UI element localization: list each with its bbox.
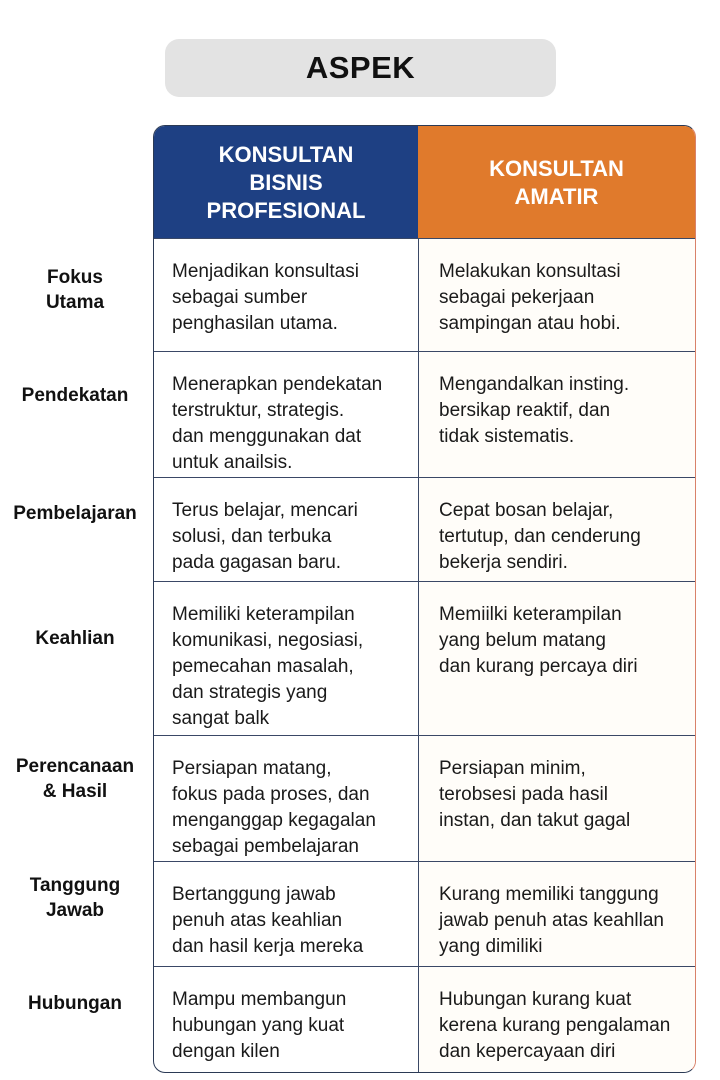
professional-cell: Terus belajar, mencari solusi, dan terbuka pada gagasan baru.: [172, 500, 358, 573]
amateur-cell: Kurang memiliki tanggung jawab penuh atas keahllan yang dimiliki: [418, 862, 695, 967]
table-row: [154, 238, 695, 352]
amateur-cell: Hubungan kurang kuat kerena kurang pengalaman dan kepercayaan diri: [418, 967, 695, 1073]
professional-cell: Menerapkan pendekatan terstruktur, strategis. dan menggunakan dat untuk anailsis.: [172, 374, 383, 473]
professional-cell: Bertanggung jawab penuh atas keahlian dan hasil kerja mereka: [172, 884, 364, 957]
header-amateur: KONSULTAN AMATIR: [418, 126, 695, 239]
amateur-cell: Cepat bosan belajar, tertutup, dan cenderung bekerja sendiri.: [418, 478, 695, 582]
aspect-label: Fokus Utama: [45, 266, 105, 313]
aspect-label: Pembelajaran: [13, 502, 137, 524]
aspect-label: Pendekatan: [21, 384, 129, 406]
amateur-cell: Memiilki keterampilan yang belum matang dan kurang percaya diri: [418, 582, 695, 736]
comparison-table: [153, 125, 696, 1073]
table-row: [154, 581, 695, 736]
table-row: [154, 477, 695, 582]
amateur-cell: Melakukan konsultasi sebagai pekerjaan sampingan atau hobi.: [418, 239, 695, 352]
table-row: [154, 351, 695, 478]
table-row: [154, 861, 695, 967]
professional-cell: Persiapan matang, fokus pada proses, dan menganggap kegagalan sebagai pembelajaran: [172, 758, 376, 857]
professional-cell: Mampu membangun hubungan yang kuat dengan kilen: [172, 989, 347, 1062]
table-row: [154, 735, 695, 862]
amateur-cell: Mengandalkan insting. bersikap reaktif, dan tidak sistematis.: [418, 352, 695, 478]
amateur-cell: Persiapan minim, terobsesi pada hasil instan, dan takut gagal: [418, 736, 695, 862]
table-row: [154, 966, 695, 1073]
aspect-label: Perencanaan & Hasil: [15, 756, 135, 803]
professional-cell: Memiliki keterampilan komunikasi, negosiasi, pemecahan masalah, dan strategis yang sangat balk: [172, 604, 364, 729]
professional-cell: Menjadikan konsultasi sebagai sumber penghasilan utama.: [172, 261, 359, 334]
aspect-label: Tanggung Jawab: [29, 874, 121, 921]
header-professional: KONSULTAN BISNIS PROFESIONAL: [154, 126, 418, 239]
aspect-title: ASPEK: [165, 39, 556, 97]
aspect-label: Keahlian: [35, 627, 115, 649]
aspect-label: Hubungan: [28, 992, 122, 1014]
